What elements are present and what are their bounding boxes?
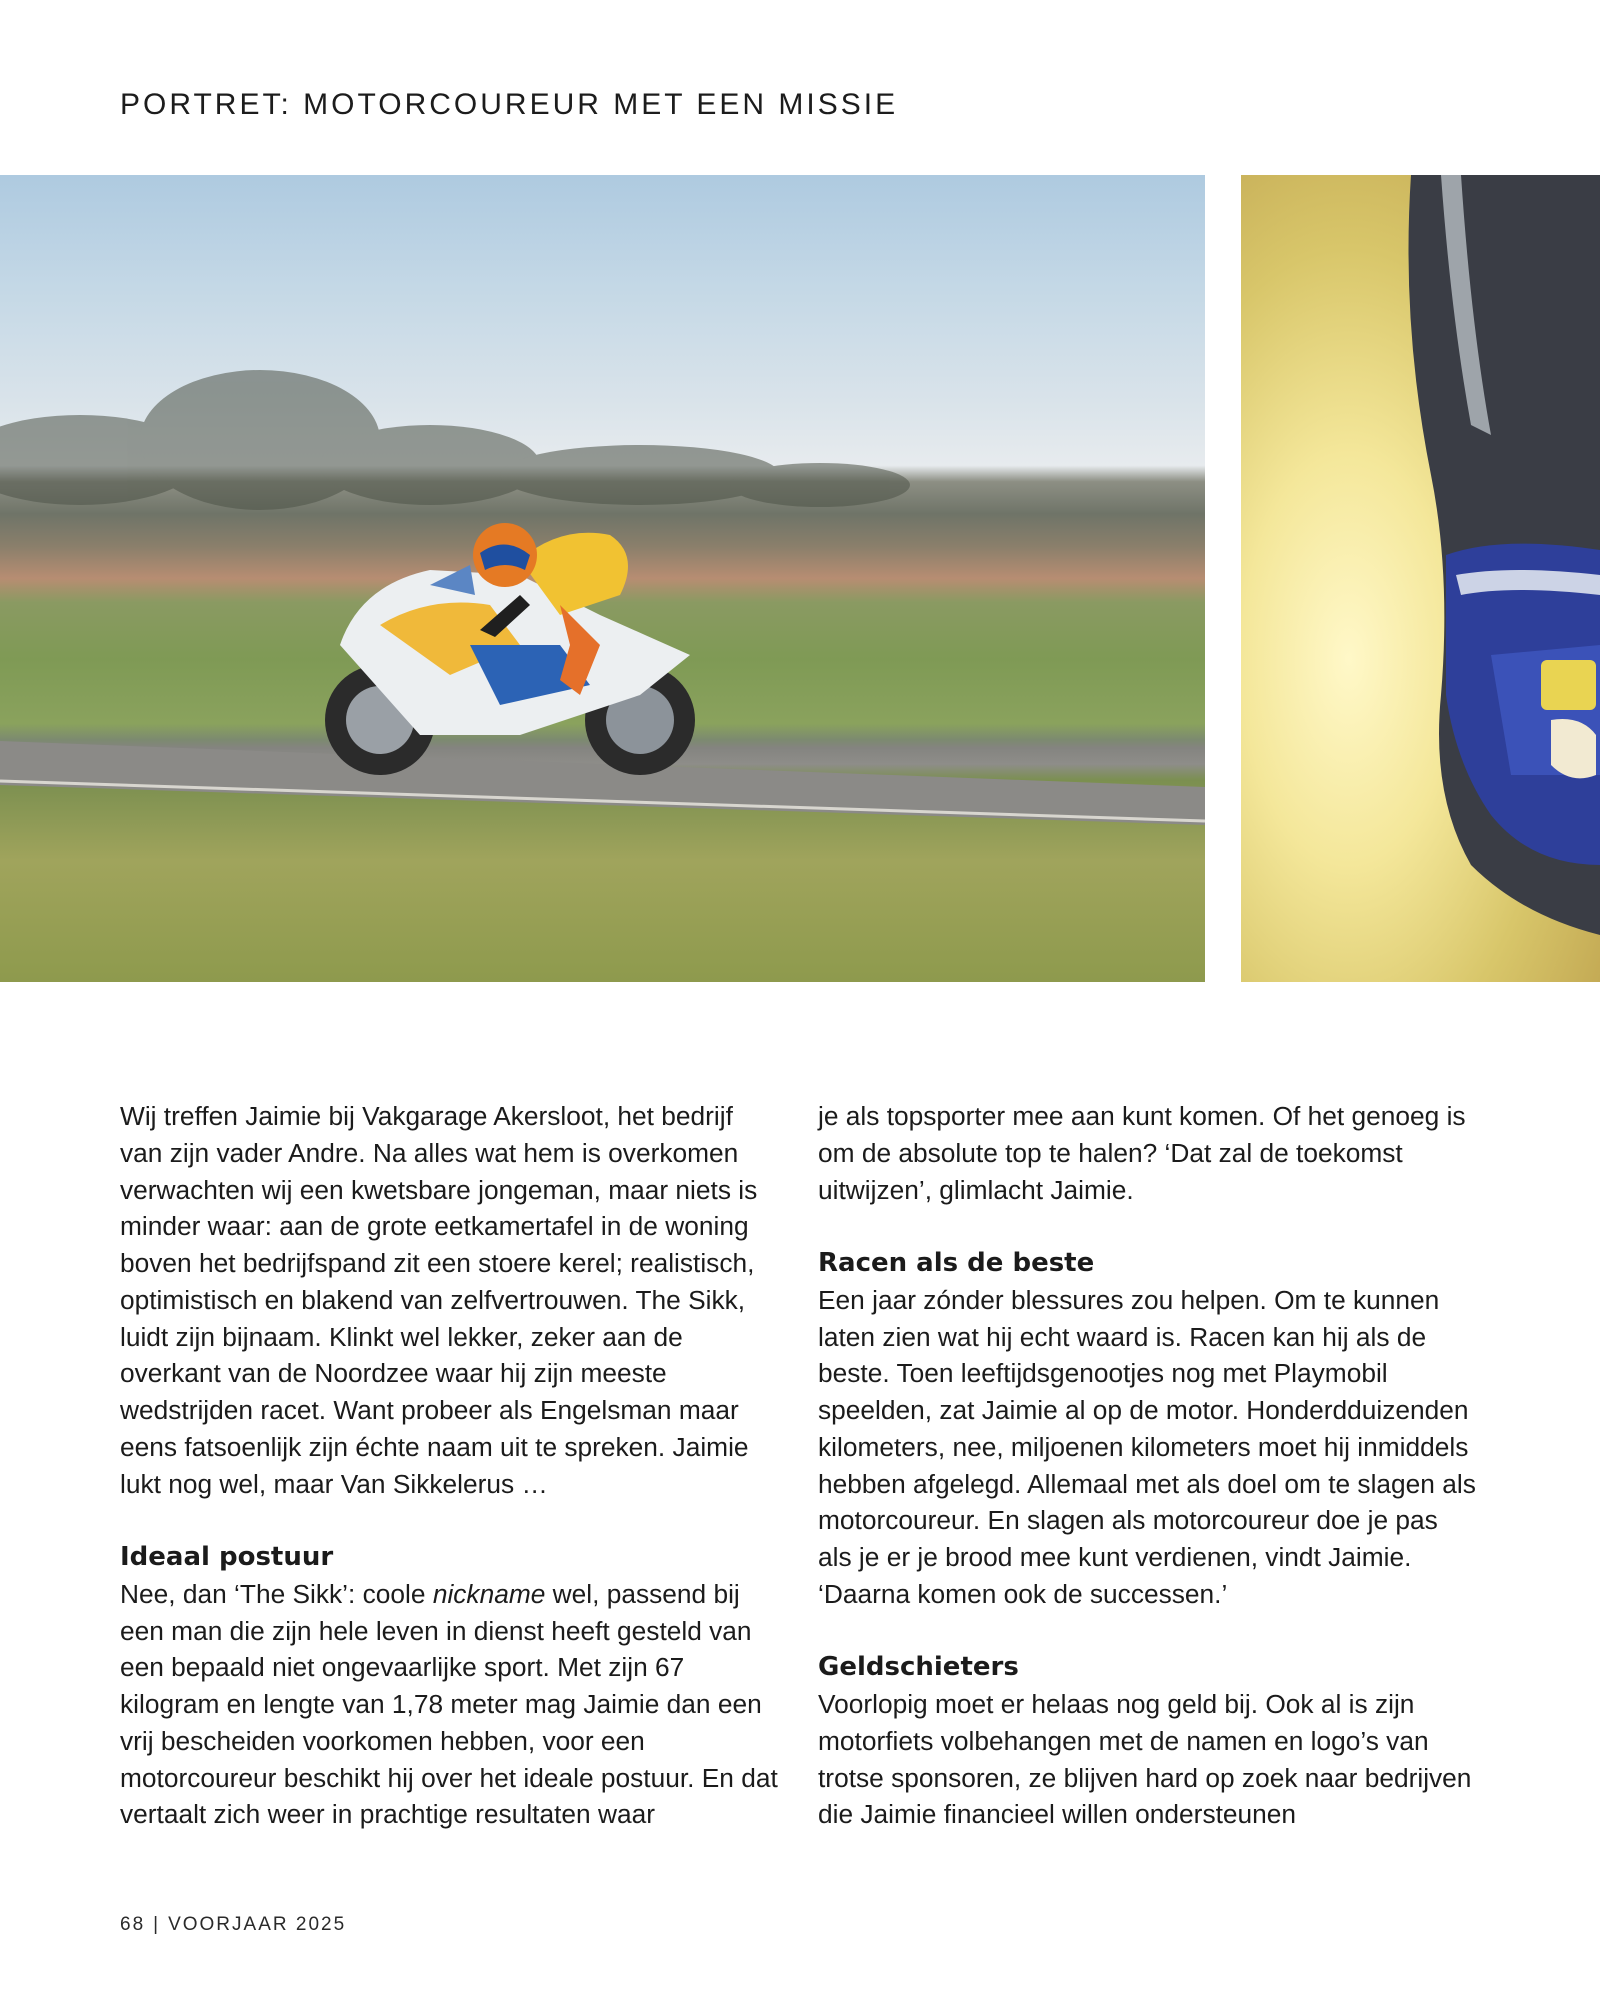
article-column-right [818,1098,1478,1833]
italic-term: nickname [432,1578,546,1609]
article-column-left [120,1098,780,1833]
article-paragraph-postuur [120,1576,780,1833]
subheading-racen-als-de-beste: Racen als de beste [818,1248,1095,1278]
photo-motorcycle-racing [0,175,1205,982]
article-intro-paragraph: Wij treffen Jaimie bij Vakgarage Akersloot, het bedrijf van zijn vader Andre. Na alles wat hem is overkomen verwachten wij een kwetsbare jongeman, maar niets is minder waar: aan de grote eetkamertafel in de woning boven het bedrijfspand zit een stoere kerel; realistisch, optimistisch en blakend van zelfvertrouwen. The Sikk, luidt zijn bijnaam. Klinkt wel lekker, zeker aan de overkant van de Noordzee waar hij zijn meeste wedstrijden racet. Want probeer als Engelsman maar eens fatsoenlijk zijn échte naam uit te spreken. Jaimie lukt nog wel, maar Van Sikkelerus … [120,1101,758,1499]
motorcycle-racer-illustration [0,175,1205,982]
paragraph-text: Nee, dan ‘The Sikk’: coole [120,1578,433,1609]
subheading-geldschieters: Geldschieters [818,1652,1019,1683]
paragraph-text: wel, passend bij een man die zijn hele leven in dienst heeft gesteld van een bepaald niet ongevaarlijke sport. Met zijn 67 kilogram en lengte van 1,78 meter mag Jaimie dan een vrij bescheiden voorkomen hebben, voor een motorcoureur beschikt hij over het ideale postuur. En dat vertaalt zich weer in prachtige resultaten waar [120,1578,778,1830]
subheading-ideaal-postuur: Ideaal postuur [120,1542,334,1572]
article-paragraph-racen: Een jaar zónder blessures zou helpen. Om te kunnen laten zien wat hij echt waard is. Racen kan hij als de beste. Toen leeftijdsgenootjes nog met Playmobil speelden, zat Jaimie al op de motor. Honderdduizenden kilometers, nee, miljoenen kilometers moet hij inmiddels hebben afgelegd. Allemaal met als doel om te slagen als motorcoureur. En slagen als motorcoureur doe je pas als je er je brood mee kunt verdienen, vindt Jaimie. ‘Daarna komen ook de successen.’ [818,1284,1476,1609]
article-paragraph-geldschieters: Voorlopig moet er helaas nog geld bij. Ook al is zijn motorfiets volbehangen met de namen en logo’s van trotse sponsoren, ze blijven hard op zoek naar bedrijven die Jaimie financieel willen ondersteunen [818,1689,1472,1830]
photo-helmet-closeup [1241,175,1600,982]
page-number: 68 [120,1914,146,1935]
section-kicker: PORTRET: MOTORCOUREUR MET EEN MISSIE [120,88,899,121]
footer-separator: | [153,1914,161,1935]
article-continuation-paragraph: je als topsporter mee aan kunt komen. Of het genoeg is om de absolute top te halen? ‘Dat zal de toekomst uitwijzen’, glimlacht Jaimie. [818,1101,1466,1205]
page-footer [120,1914,346,1936]
helmet-illustration [1241,175,1600,982]
issue-label: VOORJAAR 2025 [168,1914,347,1935]
